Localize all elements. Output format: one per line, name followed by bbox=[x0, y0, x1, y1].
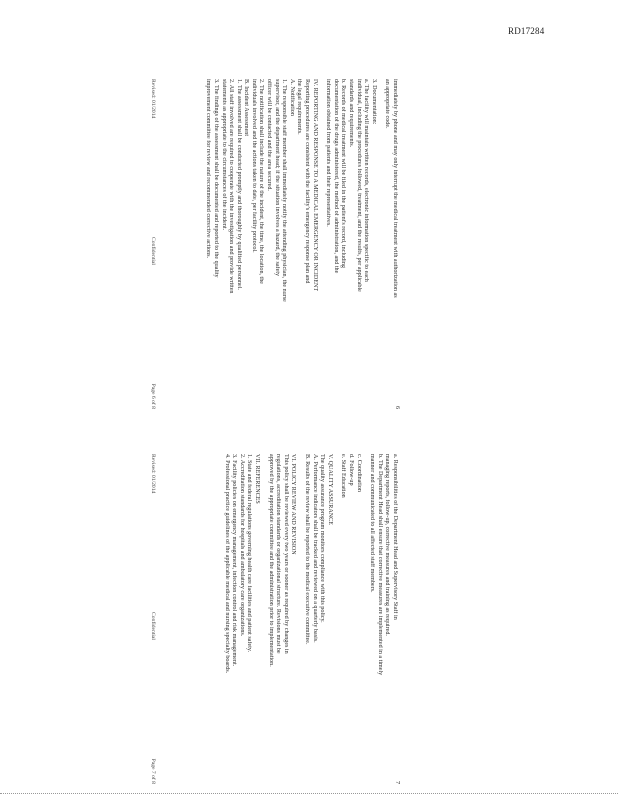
footer-left: Revised: 01/2014 bbox=[149, 79, 156, 119]
text-line: 3. Documentation: bbox=[370, 79, 377, 125]
text-line: The quality assurance program monitors compliance with this policy. bbox=[319, 454, 326, 623]
document-id: RD17284 bbox=[508, 26, 545, 36]
text-line: b. The Department Head shall ensure that corrective measures are implemented in a timely bbox=[376, 454, 383, 676]
text-line: B. Incident Assessment bbox=[243, 79, 250, 137]
text-line: Reporting procedures are consistent with the facility's emergency response plan and bbox=[304, 79, 311, 284]
text-line bbox=[318, 79, 324, 409]
text-line: the legal requirements. bbox=[296, 79, 303, 135]
text-line: standards and requirements. bbox=[348, 79, 355, 148]
text-line: A. Notification bbox=[288, 79, 295, 116]
text-line: managing reports, follow-up, corrective measures and training as required. bbox=[384, 454, 391, 636]
text-line: 1. The responsible staff member shall immediately notify the attending physician, the nurse bbox=[281, 79, 288, 302]
page-footer bbox=[148, 79, 156, 409]
text-line: immediately by phone and may only interrupt the medical treatment with authorization as bbox=[392, 79, 398, 298]
footer-left: Revised: 01/2014 bbox=[149, 454, 156, 494]
text-line: This policy shall be reviewed every two years or sooner as required by changes in bbox=[282, 454, 289, 654]
text-line: b. Records of medical treatment will be filed in the patient's record, including bbox=[340, 79, 347, 268]
text-line: improvement committee for review and recommended corrective actions. bbox=[205, 79, 212, 259]
footer-right: Page 7 of 8 bbox=[149, 758, 156, 784]
text-line: IV. REPORTING AND RESPONSE TO A MEDICAL EMERGENCY OR INCIDENT bbox=[311, 79, 318, 292]
text-line: A. Performance indicators shall be tracked and reviewed on a quarterly basis. bbox=[311, 454, 318, 643]
text-line: 2. Accreditation standards for hospitals and ambulatory care organizations. bbox=[238, 454, 245, 637]
text-line: VII. REFERENCES bbox=[254, 454, 261, 504]
text-line: 3. Facility policies on emergency management, infection control and risk management. bbox=[231, 454, 238, 667]
text-line: 1. State and federal regulations governing health care facilities and patient safety. bbox=[246, 454, 253, 653]
footer-center: Confidential bbox=[149, 237, 156, 265]
text-line bbox=[377, 79, 383, 409]
text-line: individuals involved and the actions taken to date, per facility protocol. bbox=[250, 79, 257, 253]
text-line: officer will be contacted and the area secured. bbox=[266, 79, 273, 191]
text-line: 2. All staff involved are required to cooperate with the investigation and provide written bbox=[228, 79, 235, 294]
footer-right: Page 6 of 8 bbox=[149, 383, 156, 409]
text-line: V. QUALITY ASSURANCE bbox=[326, 454, 333, 525]
rotated-page-top bbox=[148, 79, 398, 409]
text-line bbox=[333, 454, 339, 784]
text-line: 3. The findings of the assessment shall be documented and reported to the quality bbox=[212, 79, 219, 278]
page-number: 6 bbox=[394, 406, 400, 409]
page-footer bbox=[148, 454, 156, 784]
page-number: 7 bbox=[394, 781, 400, 784]
page-body bbox=[222, 454, 398, 784]
text-line: regulations, accreditation standards or organizational structure. Revisions must be bbox=[275, 454, 282, 654]
text-line: c. Coordination bbox=[355, 454, 362, 492]
footer-center: Confidential bbox=[149, 612, 156, 640]
text-line bbox=[362, 454, 368, 784]
text-line: approved by the appropriate committee and the administration prior to implementation. bbox=[267, 454, 274, 667]
text-line: documentation of the drugs administered, the method of administration, and the bbox=[332, 79, 339, 274]
text-line: B. Results of the review shall be reported to the medical executive committee. bbox=[304, 454, 311, 645]
page-edge-divider bbox=[0, 793, 618, 794]
text-line: statements as appropriate to the circumstances of the incident. bbox=[220, 79, 227, 231]
text-line: 2. The notification shall include the nature of the incident, the time, the location, the bbox=[258, 79, 265, 284]
text-line: 1. The assessment shall be conducted promptly and thoroughly by qualified personnel. bbox=[235, 79, 242, 290]
text-line: manner and communicated to all affected staff members. bbox=[369, 454, 376, 593]
text-line: individual, including the procedures followed, treatment, and the results, per applicable bbox=[355, 79, 362, 292]
text-line: an appropriate code. bbox=[384, 79, 391, 129]
text-line: VI. POLICY REVIEW AND REVISION bbox=[290, 454, 297, 555]
text-line: supervisor, and the department head; if the situation involves a hazard, the safety bbox=[273, 79, 280, 277]
page-body bbox=[204, 79, 398, 409]
rotated-page-bottom bbox=[148, 454, 398, 784]
text-line: e. Staff Education bbox=[340, 454, 347, 498]
text-line: a. Responsibilities of the Department Head and Supervisory Staff in bbox=[392, 454, 398, 620]
text-line: information obtained from patients and their representatives. bbox=[325, 79, 332, 227]
text-line: a. The facility will maintain written records, electronic information specific to each bbox=[363, 79, 370, 282]
text-line: d. Follow-up bbox=[348, 454, 355, 486]
text-line: 4. Professional practice guidelines of the applicable medical and nursing specialty boards. bbox=[223, 454, 230, 674]
